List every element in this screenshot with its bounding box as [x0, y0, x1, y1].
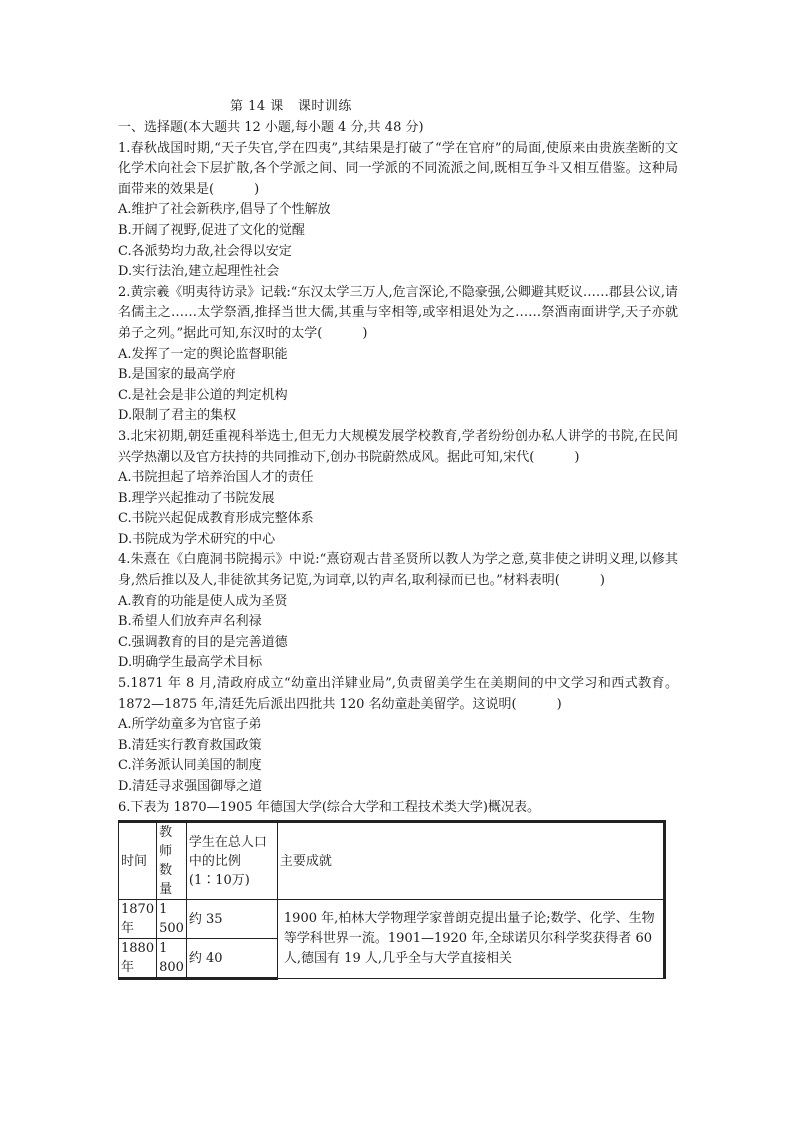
cell-teachers: 1 500 — [157, 900, 187, 939]
question-stem: 1.春秋战国时期,“天子失官,学在四夷”,其结果是打破了“学在官府”的局面,使原来由贵族垄断的文化学术向社会下层扩散,各个学派之间、同一学派的不同流派之间,既相互争斗又相互借鉴。这种局面带来的效果是( — [118, 140, 678, 197]
option-d: D.限制了君主的集权 — [118, 408, 237, 424]
option-d: D.实行法治,建立起理性社会 — [118, 264, 280, 280]
option-a: A.书院担起了培养治国人才的责任 — [118, 470, 314, 486]
question-stem: 6.下表为 1870—1905 年德国大学(综合大学和工程技术类大学)概况表。 — [118, 799, 540, 815]
header-teachers: 教师数量 — [157, 822, 187, 900]
page-title — [118, 96, 678, 118]
option-b: B.是国家的最高学府 — [118, 367, 236, 383]
question-1: 1.春秋战国时期,“天子失官,学在四夷”,其结果是打破了“学在官府”的局面,使原来由贵族垄断的文化学术向社会下层扩散,各个学派之间、同一学派的不同流派之间,既相互争斗又相互借鉴。这种局面带来的效果是( ) A.维护了社会新秩序,倡导了个性解放 B.开阔了视野,促进了文化的觉醒 C.各派势均力敌,社会得以安定 D.实行法治,建立起理性社会 — [118, 139, 678, 283]
document-page — [118, 96, 678, 980]
option-d: D.明确学生最高学术目标 — [118, 655, 263, 671]
question-stem: 5.1871 年 8 月,清政府成立“幼童出洋肄业局”,负责留美学生在美期间的中文学习和西式教育。1872—1875 年,清廷先后派出四批共 120 名幼童赴美留学。这说明( — [118, 676, 678, 712]
option-b: B.理学兴起推动了书院发展 — [118, 490, 275, 506]
option-d: D.清廷寻求强国御辱之道 — [118, 779, 263, 794]
germany-university-table — [118, 820, 666, 980]
question-5: 5.1871 年 8 月,清政府成立“幼童出洋肄业局”,负责留美学生在美期间的中文学习和西式教育。1872—1875 年,清廷先后派出四批共 120 名幼童赴美留学。这说明( ) A.所学幼童多为官宦子弟 B.清廷实行教育救国政策 C.洋务派认同美国的制度 D.清廷寻求强国御辱之道 — [118, 674, 678, 798]
option-b: B.清廷实行教育救国政策 — [118, 737, 262, 753]
section-heading: 一、选择题(本大题共 12 小题,每小题 4 分,共 48 分) — [118, 120, 424, 135]
cell-achievement: 1900 年,柏林大学物理学家普朗克提出量子论;数学、化学、生物等学科世界一流。1901—1920 年,全球诺贝尔科学奖获得者 60 人,德国有 19 人,几乎全与大学直接相关 — [277, 900, 664, 979]
question-stem: 2.黄宗羲《明夷待访录》记载:“东汉太学三万人,危言深论,不隐豪强,公卿避其贬议……郡县公议,请名儒主之……太学祭酒,推择当世大儒,其重与宰相等,或宰相退处为之……祭酒南面讲学,天子亦就弟子之列。”据此可知,东汉时的太学( — [118, 284, 678, 341]
option-b: B.开阔了视野,促进了文化的觉醒 — [118, 222, 305, 238]
question-4: 4.朱熹在《白鹿洞书院揭示》中说:“熹窃观古昔圣贤所以教人为学之意,莫非使之讲明义理,以修其身,然后推以及人,非徒欲其务记览,为词章,以钓声名,取利禄而已也。”材料表明( ) A.教育的功能是使人成为圣贤 B.希望人们放弃声名利禄 C.强调教育的目的是完善道德 D.明确学生最高学术目标 — [118, 550, 678, 674]
option-c: C.是社会是非公道的判定机构 — [118, 387, 288, 403]
header-time: 时间 — [119, 822, 157, 900]
lesson-number: 第 14 课 — [230, 99, 284, 114]
option-a: A.发挥了一定的舆论监督职能 — [118, 346, 288, 362]
option-a: A.维护了社会新秩序,倡导了个性解放 — [118, 202, 331, 218]
cell-ratio: 约 40 — [186, 939, 277, 979]
lesson-name: 课时训练 — [297, 99, 352, 114]
cell-teachers: 1 800 — [157, 939, 187, 979]
cell-ratio: 约 35 — [186, 900, 277, 939]
question-3: 3.北宋初期,朝廷重视科举选士,但无力大规模发展学校教育,学者纷纷创办私人讲学的书院,在民间兴学热潮以及官方扶持的共同推动下,创办书院蔚然成风。据此可知,宋代( ) A.书院担起了培养治国人才的责任 B.理学兴起推动了书院发展 C.书院兴起促成教育形成完整体系 D.书院成为学术研究的中心 — [118, 427, 678, 551]
option-a: A.教育的功能是使人成为圣贤 — [118, 593, 288, 609]
option-b: B.希望人们放弃声名利禄 — [118, 614, 262, 630]
option-d: D.书院成为学术研究的中心 — [118, 531, 276, 547]
question-6 — [118, 798, 678, 981]
question-stem: 3.北宋初期,朝廷重视科举选士,但无力大规模发展学校教育,学者纷纷创办私人讲学的书院,在民间兴学热潮以及官方扶持的共同推动下,创办书院蔚然成风。据此可知,宋代( — [118, 428, 678, 465]
header-ratio: 学生在总人口中的比例(1∶10万) — [186, 822, 277, 900]
table-row — [119, 900, 665, 939]
header-achievement: 主要成就 — [277, 822, 664, 900]
question-2: 2.黄宗羲《明夷待访录》记载:“东汉太学三万人,危言深论,不隐豪强,公卿避其贬议……郡县公议,请名儒主之……太学祭酒,推择当世大儒,其重与宰相等,或宰相退处为之……祭酒南面讲学,天子亦就弟子之列。”据此可知,东汉时的太学( ) A.发挥了一定的舆论监督职能 B.是国家的最高学府 C.是社会是非公道的判定机构 D.限制了君主的集权 — [118, 283, 678, 427]
option-a: A.所学幼童多为官宦子弟 — [118, 717, 262, 733]
option-c: C.书院兴起促成教育形成完整体系 — [118, 511, 314, 527]
table-header-row — [119, 822, 665, 900]
question-stem: 4.朱熹在《白鹿洞书院揭示》中说:“熹窃观古昔圣贤所以教人为学之意,莫非使之讲明义理,以修其身,然后推以及人,非徒欲其务记览,为词章,以钓声名,取利禄而已也。”材料表明( — [118, 552, 678, 589]
option-c: C.各派势均力敌,社会得以安定 — [118, 243, 292, 259]
cell-time: 1870年 — [119, 900, 157, 939]
option-c: C.洋务派认同美国的制度 — [118, 758, 262, 774]
option-c: C.强调教育的目的是完善道德 — [118, 634, 288, 650]
cell-time: 1880年 — [119, 939, 157, 979]
